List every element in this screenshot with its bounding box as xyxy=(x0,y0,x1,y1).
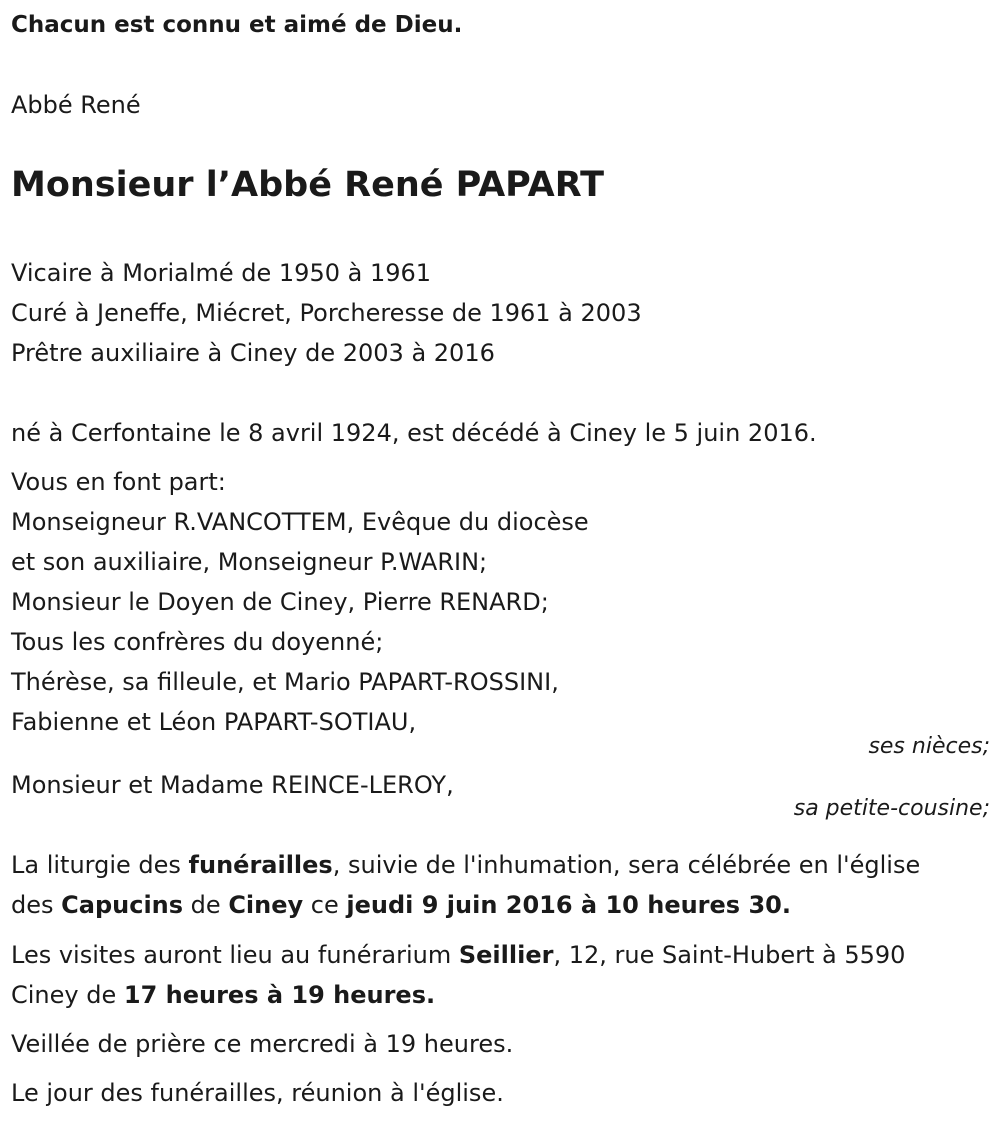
announcer-line: Tous les confrères du doyenné; xyxy=(11,628,384,656)
announcer-line: Thérèse, sa filleule, et Mario PAPART-ROSSINI, xyxy=(11,668,559,696)
cousin-line: Monsieur et Madame REINCE-LEROY, xyxy=(11,771,454,799)
career-line: Curé à Jeneffe, Miécret, Porcheresse de 1961 à 2003 xyxy=(11,299,642,327)
announcer-line: et son auxiliaire, Monseigneur P.WARIN; xyxy=(11,548,488,576)
announcer-line: Fabienne et Léon PAPART-SOTIAU, xyxy=(11,708,417,736)
visits-line-2: Ciney de 17 heures à 19 heures. xyxy=(11,981,436,1009)
career-line: Prêtre auxiliaire à Ciney de 2003 à 2016 xyxy=(11,339,495,367)
nieces-label: ses nièces; xyxy=(868,734,990,759)
funeral-line-1: La liturgie des funérailles, suivie de l'inhumation, sera célébrée en l'église xyxy=(11,851,921,879)
announcer-line: Monseigneur R.VANCOTTEM, Evêque du diocèse xyxy=(11,508,589,536)
short-name: Abbé René xyxy=(11,91,141,119)
cousin-label: sa petite-cousine; xyxy=(793,796,990,821)
full-name-heading: Monsieur l’Abbé René PAPART xyxy=(11,165,604,205)
visits-line-1: Les visites auront lieu au funérarium Seillier, 12, rue Saint-Hubert à 5590 xyxy=(11,941,906,969)
career-line: Vicaire à Morialmé de 1950 à 1961 xyxy=(11,259,432,287)
motto: Chacun est connu et aimé de Dieu. xyxy=(11,12,463,38)
gathering: Le jour des funérailles, réunion à l'église. xyxy=(11,1079,504,1107)
funeral-line-2: des Capucins de Ciney ce jeudi 9 juin 2016 à 10 heures 30. xyxy=(11,891,791,919)
vigil: Veillée de prière ce mercredi à 19 heures. xyxy=(11,1030,514,1058)
birth-death: né à Cerfontaine le 8 avril 1924, est décédé à Ciney le 5 juin 2016. xyxy=(11,419,817,447)
announce-intro: Vous en font part: xyxy=(11,468,226,496)
announcer-line: Monsieur le Doyen de Ciney, Pierre RENARD; xyxy=(11,588,549,616)
